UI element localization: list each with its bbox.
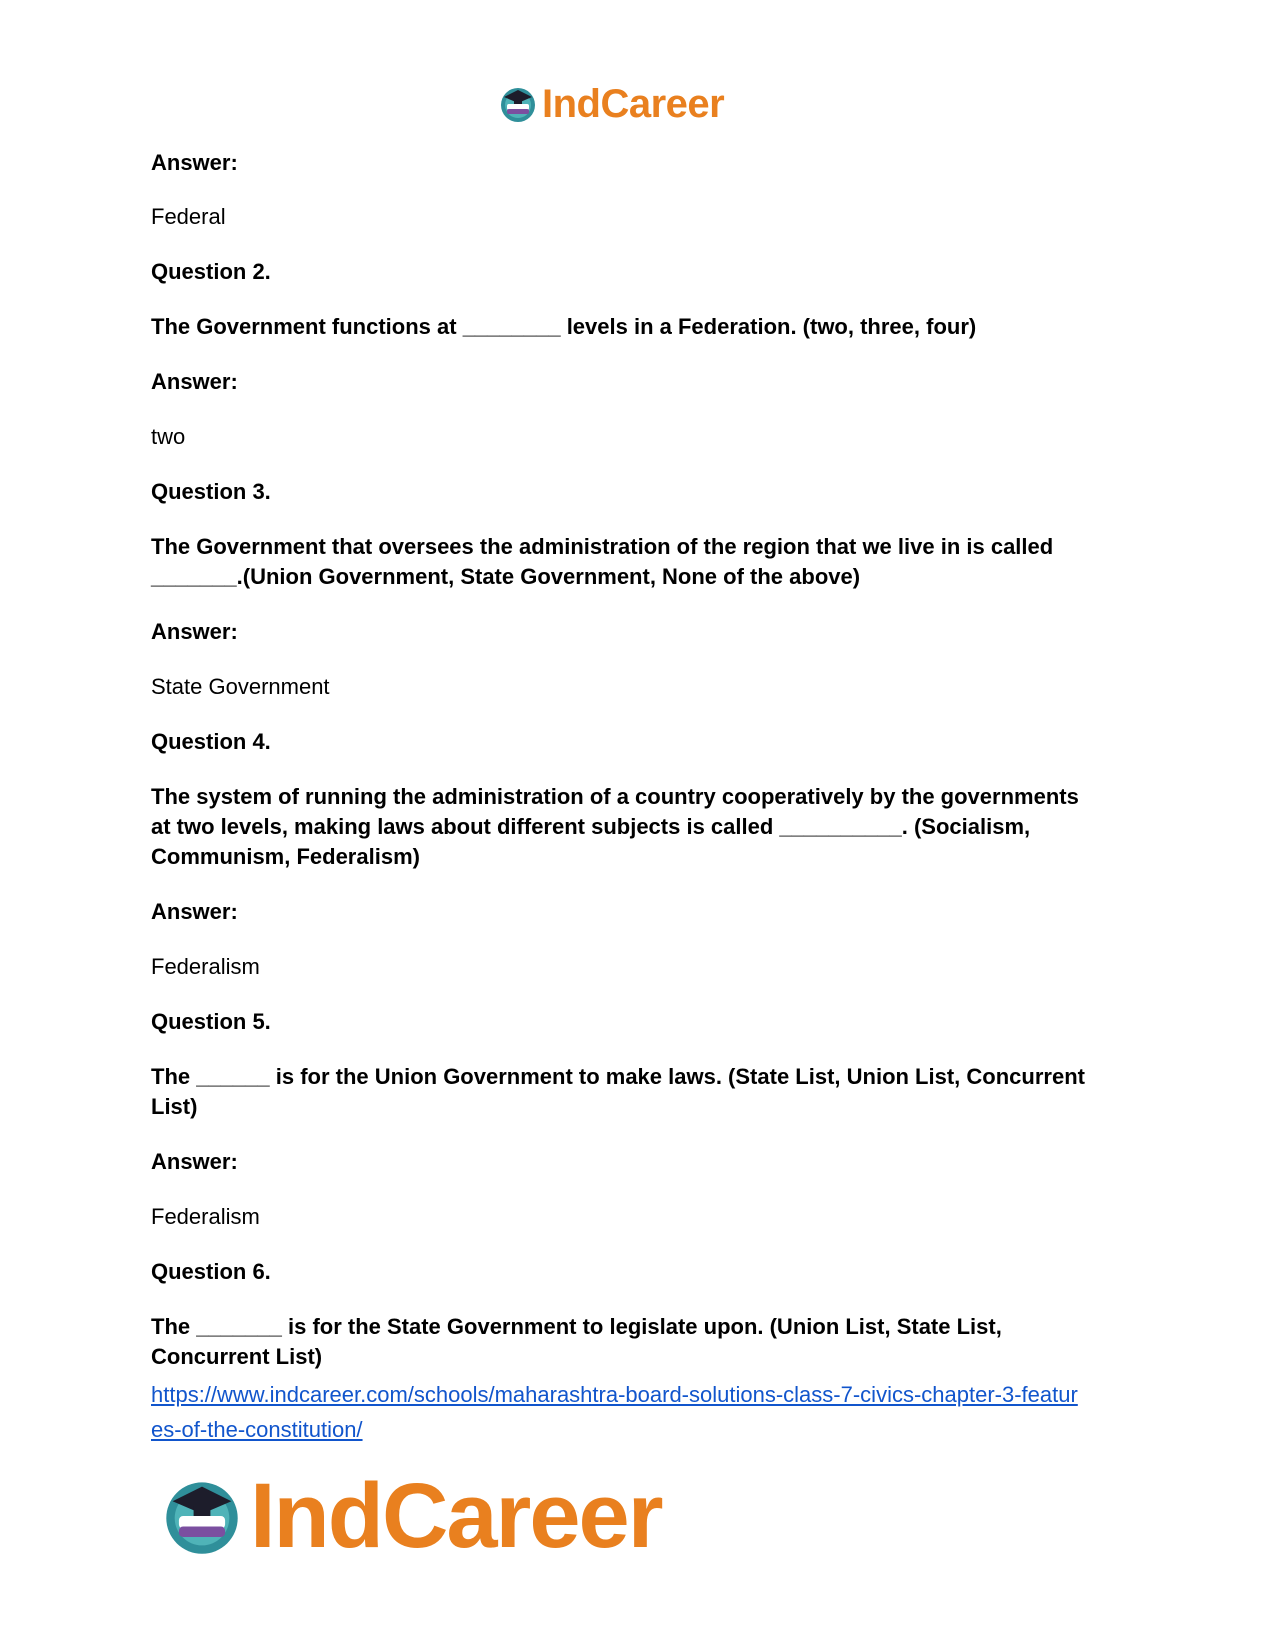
- question-label: Question 6.: [151, 1259, 271, 1284]
- source-link[interactable]: https://www.indcareer.com/schools/maharashtra-board-solutions-class-7-civics-chapter-3-featur: [151, 1382, 1078, 1407]
- answer-text: two: [151, 424, 186, 449]
- question-label: Question 5.: [151, 1009, 271, 1034]
- footer-logo: [160, 1464, 662, 1567]
- question-label: Question 3.: [151, 479, 271, 504]
- question-text-line: Concurrent List): [151, 1344, 323, 1369]
- question-text-line: Communism, Federalism): [151, 844, 420, 869]
- question-text-line: at two levels, making laws about different subjects is called __________. (Socialism,: [151, 814, 1031, 839]
- question-text-line: The system of running the administration of a country cooperatively by the governments: [151, 784, 1079, 809]
- answer-text: Federal: [151, 204, 226, 229]
- brand-name: IndCareer: [250, 1464, 662, 1567]
- answer-label: Answer:: [151, 1149, 238, 1174]
- question-text: The Government functions at ________ levels in a Federation. (two, three, four): [151, 314, 977, 339]
- source-link-continued[interactable]: es-of-the-constitution/: [151, 1417, 363, 1442]
- question-text-line: List): [151, 1094, 198, 1119]
- question-text-line: The ______ is for the Union Government to make laws. (State List, Union List, Concurrent: [151, 1064, 1085, 1089]
- header-logo: [498, 80, 724, 128]
- answer-label: Answer:: [151, 150, 238, 175]
- question-text-line: _______.(Union Government, State Government, None of the above): [151, 564, 861, 589]
- answer-text: State Government: [151, 674, 330, 699]
- question-text-line: The _______ is for the State Government to legislate upon. (Union List, State List,: [151, 1314, 1002, 1339]
- answer-label: Answer:: [151, 619, 238, 644]
- answer-label: Answer:: [151, 369, 238, 394]
- answer-label: Answer:: [151, 899, 238, 924]
- graduation-cap-book-globe-icon: [498, 84, 538, 124]
- answer-text: Federalism: [151, 1204, 260, 1229]
- question-label: Question 4.: [151, 729, 271, 754]
- answer-text: Federalism: [151, 954, 260, 979]
- graduation-cap-book-globe-icon: [160, 1474, 244, 1558]
- question-label: Question 2.: [151, 259, 271, 284]
- question-text-line: The Government that oversees the administration of the region that we live in is called: [151, 534, 1054, 559]
- brand-name: IndCareer: [542, 81, 725, 126]
